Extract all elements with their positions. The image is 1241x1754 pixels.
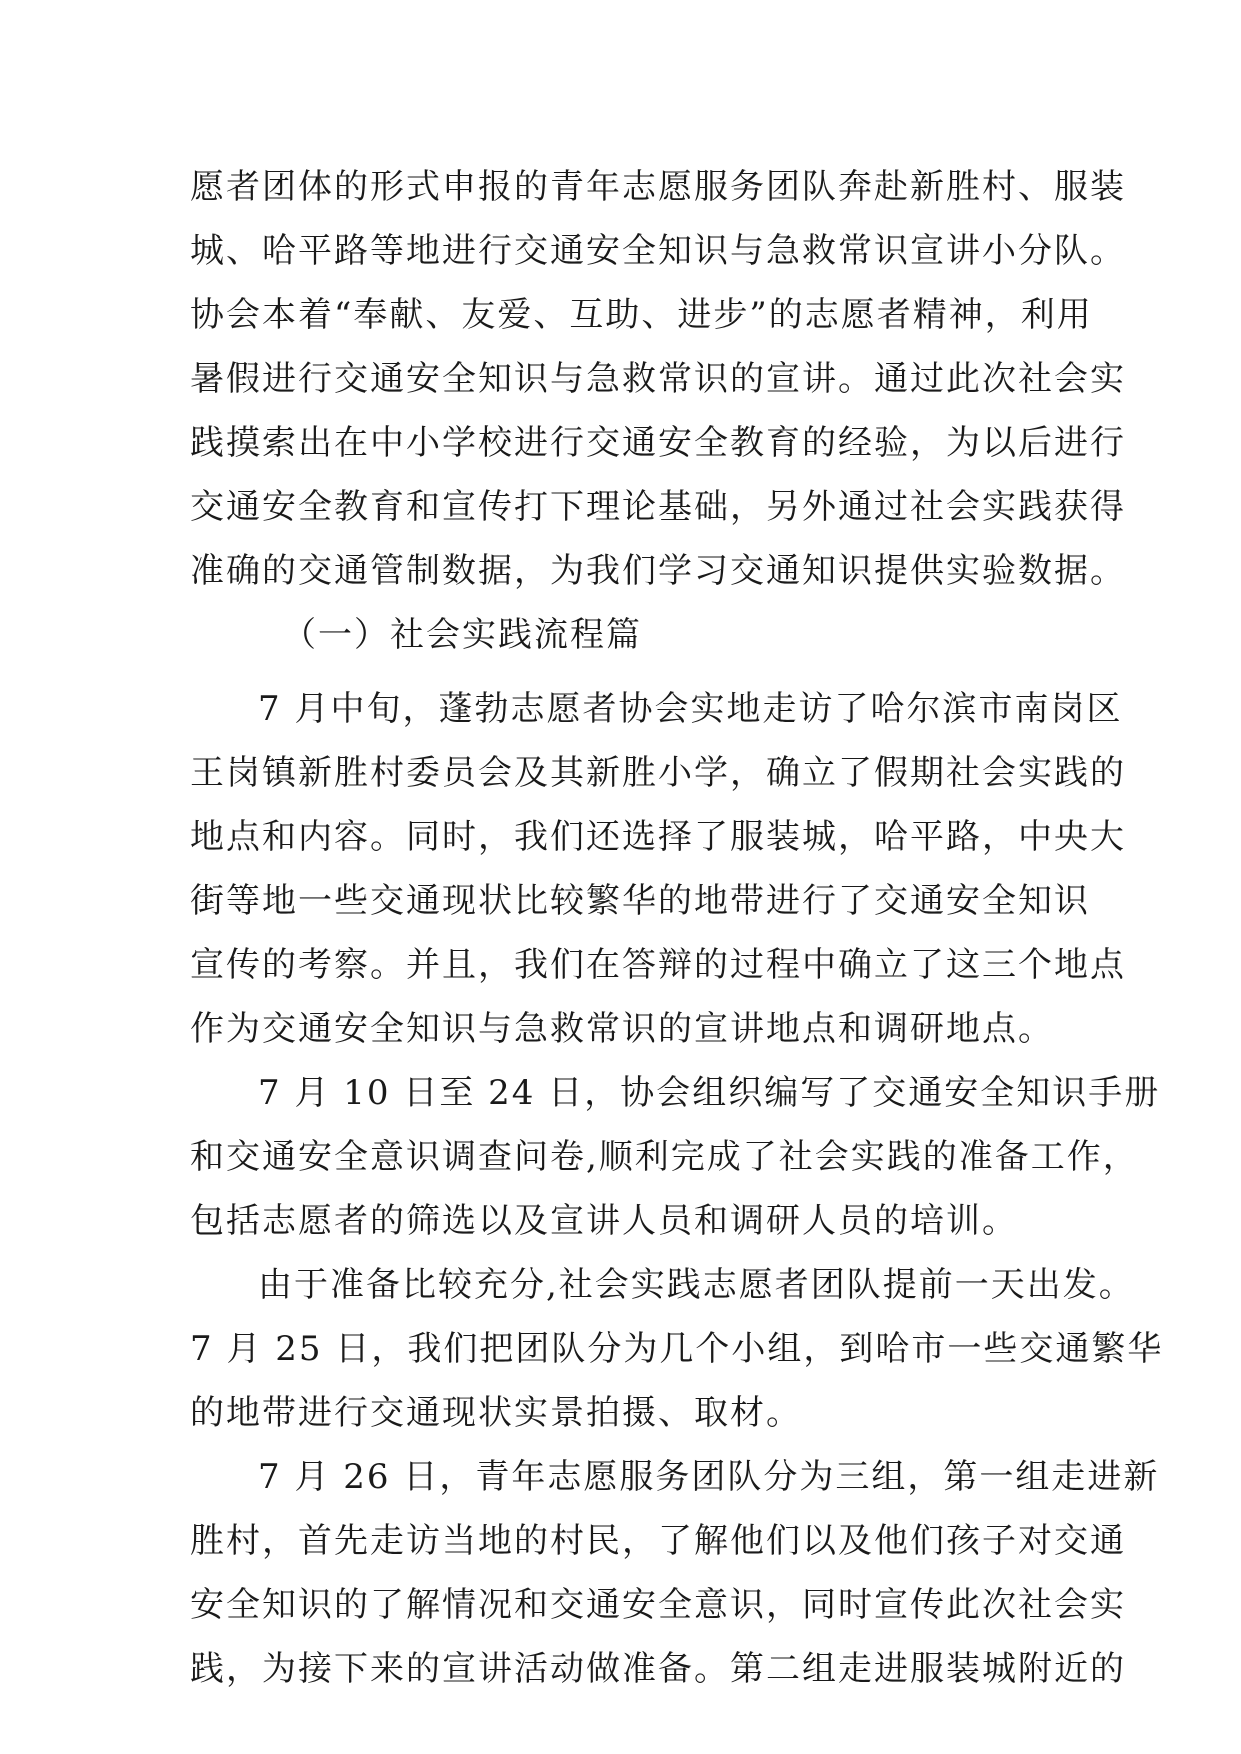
- text-line: 践摸索出在中小学校进行交通安全教育的经验，为以后进行: [190, 423, 1126, 463]
- text-line: 由于准备比较充分,社会实践志愿者团队提前一天出发。: [258, 1265, 1135, 1305]
- text-line: 安全知识的了解情况和交通安全意识，同时宣传此次社会实: [190, 1585, 1126, 1625]
- text-line: 7 月中旬，蓬勃志愿者协会实地走访了哈尔滨市南岗区: [258, 689, 1123, 729]
- text-line: 准确的交通管制数据，为我们学习交通知识提供实验数据。: [190, 551, 1126, 591]
- text-line: 包括志愿者的筛选以及宣讲人员和调研人员的培训。: [190, 1201, 1018, 1241]
- text-line: 7 月 25 日，我们把团队分为几个小组，到哈市一些交通繁华: [190, 1329, 1164, 1369]
- text-line: 暑假进行交通安全知识与急救常识的宣讲。通过此次社会实: [190, 359, 1126, 399]
- text-line: 协会本着“奉献、友爱、互助、进步”的志愿者精神，利用: [190, 295, 1093, 335]
- text-line: 王岗镇新胜村委员会及其新胜小学，确立了假期社会实践的: [190, 753, 1126, 793]
- text-line: 作为交通安全知识与急救常识的宣讲地点和调研地点。: [190, 1009, 1054, 1049]
- section-heading: （一）社会实践流程篇: [282, 615, 642, 655]
- text-line: 宣传的考察。并且，我们在答辩的过程中确立了这三个地点: [190, 945, 1126, 985]
- text-line: 的地带进行交通现状实景拍摄、取材。: [190, 1393, 802, 1433]
- text-line: 交通安全教育和宣传打下理论基础，另外通过社会实践获得: [190, 487, 1126, 527]
- text-line: 7 月 26 日，青年志愿服务团队分为三组，第一组走进新: [258, 1457, 1160, 1497]
- text-line: 7 月 10 日至 24 日，协会组织编写了交通安全知识手册: [258, 1073, 1161, 1113]
- text-line: 胜村，首先走访当地的村民，了解他们以及他们孩子对交通: [190, 1521, 1126, 1561]
- document-body: [190, 155, 1164, 1701]
- text-line: 和交通安全意识调查问卷,顺利完成了社会实践的准备工作，: [190, 1137, 1139, 1177]
- text-line: 地点和内容。同时，我们还选择了服装城，哈平路，中央大: [190, 817, 1126, 857]
- text-line: 街等地一些交通现状比较繁华的地带进行了交通安全知识: [190, 881, 1090, 921]
- text-line: 城、哈平路等地进行交通安全知识与急救常识宣讲小分队。: [190, 231, 1126, 271]
- text-line: 愿者团体的形式申报的青年志愿服务团队奔赴新胜村、服装: [190, 167, 1126, 207]
- text-line: 践，为接下来的宣讲活动做准备。第二组走进服装城附近的: [190, 1649, 1126, 1689]
